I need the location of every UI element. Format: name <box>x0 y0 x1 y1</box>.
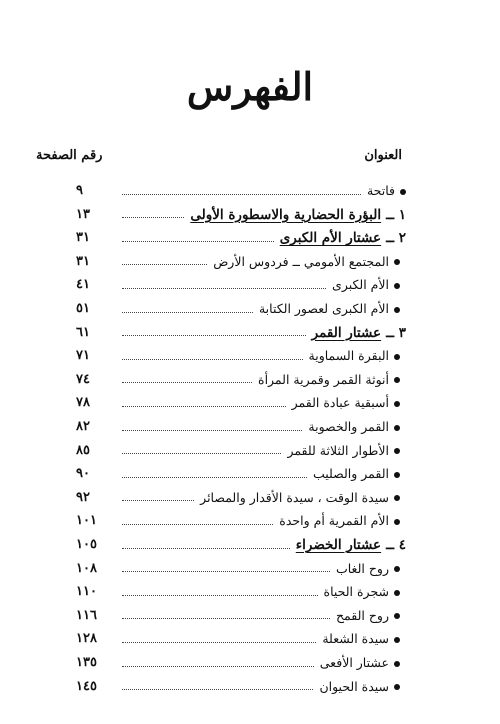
chapter-number: ٢ ــ <box>386 230 406 247</box>
dot-leader <box>122 477 307 478</box>
toc-chapter-row <box>76 534 406 556</box>
page-number: ١٣ <box>76 206 90 222</box>
bullet-icon <box>400 180 406 202</box>
dot-leader <box>122 430 302 431</box>
bullet-icon <box>394 487 400 509</box>
dot-leader <box>122 618 330 619</box>
dot-leader <box>122 571 330 572</box>
toc-entry-row <box>76 180 406 202</box>
toc-entry-row <box>76 652 400 674</box>
dot-leader <box>122 406 286 407</box>
dot-leader <box>122 524 273 525</box>
entry-title: عشتار الأفعى <box>319 655 389 670</box>
bullet-icon <box>394 628 400 650</box>
bullet-icon <box>394 605 400 627</box>
page-number: ٧٤ <box>76 371 90 387</box>
page-number: ٣١ <box>76 253 90 269</box>
entry-title: سيدة الحيوان <box>319 678 389 694</box>
toc-entry-row <box>76 440 400 462</box>
chapter-number: ٣ ــ <box>386 324 406 341</box>
toc-entry-row <box>76 487 400 509</box>
page-number: ١٢٨ <box>76 631 97 647</box>
dot-leader <box>122 642 316 643</box>
dot-leader <box>122 666 314 667</box>
toc-entry-row <box>76 345 400 367</box>
entry-title: سيدة الشعلة <box>322 631 389 647</box>
dot-leader <box>122 217 184 218</box>
toc-entry-row <box>76 676 400 698</box>
dot-leader <box>122 548 290 549</box>
chapter-number: ١ ــ <box>386 206 406 223</box>
entry-title: البؤرة الحضارية والاسطورة الأولى <box>190 206 382 223</box>
page-number: ٩٠ <box>76 466 90 482</box>
dot-leader <box>122 241 274 242</box>
entry-title: شجرة الحياة <box>323 584 389 600</box>
entry-title: الأم الكبرى لعصور الكتابة <box>258 301 389 316</box>
entry-title: أسبقية عبادة القمر <box>291 395 389 411</box>
page-number: ١١٠ <box>76 584 97 600</box>
page-number: ١٠٥ <box>76 537 97 552</box>
dot-leader <box>122 595 318 596</box>
page-number: ٧٨ <box>76 395 90 411</box>
page-title: الفهرس <box>186 64 314 109</box>
toc-entry-row <box>76 392 400 414</box>
entry-title: روح القمح <box>335 607 389 623</box>
entry-title: عشتار الأم الكبرى <box>279 230 382 247</box>
dot-leader <box>122 453 281 454</box>
page-number: ٩٢ <box>76 489 90 505</box>
entry-title: القمر والخصوبة <box>308 419 389 434</box>
page-number: ١٣٥ <box>76 655 97 670</box>
dot-leader <box>122 264 207 265</box>
entry-title: عشتار الخضراء <box>295 537 382 553</box>
bullet-icon <box>394 416 400 438</box>
entry-title: القمر والصليب <box>312 466 389 482</box>
entry-title: البقرة السماوية <box>308 348 389 364</box>
bullet-icon <box>394 652 400 674</box>
page-number: ٥١ <box>76 301 90 316</box>
toc-entry-row <box>76 274 400 296</box>
bullet-icon <box>394 345 400 367</box>
page-number: ٨٥ <box>76 442 90 458</box>
toc-entry-row <box>76 510 400 532</box>
page-number: ٦١ <box>76 324 90 340</box>
bullet-icon <box>394 510 400 532</box>
bullet-icon <box>394 369 400 391</box>
dot-leader <box>122 359 303 360</box>
entry-title: عشتار القمر <box>311 324 382 341</box>
entry-title: فاتحة <box>366 183 395 198</box>
toc-entry-row <box>76 558 400 580</box>
page-number: ٨٢ <box>76 419 90 434</box>
toc-chapter-row <box>76 204 406 226</box>
toc-entry-row <box>76 581 400 603</box>
bullet-icon <box>394 392 400 414</box>
bullet-icon <box>394 558 400 580</box>
dot-leader <box>122 194 361 195</box>
bullet-icon <box>394 463 400 485</box>
page-number: ١٠١ <box>76 513 97 529</box>
entry-title: روح الغاب <box>335 560 389 576</box>
page-number: ٤١ <box>76 277 90 293</box>
dot-leader <box>122 312 253 313</box>
toc-entry-row <box>76 416 400 438</box>
page-number: ٣١ <box>76 230 90 246</box>
chapter-number: ٤ ــ <box>386 537 406 553</box>
toc-entry-row <box>76 369 400 391</box>
dot-leader <box>122 689 313 690</box>
page-number: ١٠٨ <box>76 560 97 576</box>
title-column-header: العنوان <box>364 148 402 163</box>
page-number: ٩ <box>76 183 83 198</box>
toc-entry-row <box>76 628 400 650</box>
dot-leader <box>122 288 326 289</box>
toc-entry-row <box>76 463 400 485</box>
bullet-icon <box>394 676 400 698</box>
page-number: ١١٦ <box>76 607 97 623</box>
bullet-icon <box>394 581 400 603</box>
dot-leader <box>122 335 306 336</box>
page-column-header: رقم الصفحة <box>36 148 103 163</box>
toc-chapter-row <box>76 322 406 344</box>
toc-chapter-row <box>76 227 406 249</box>
toc-entry-row <box>76 605 400 627</box>
bullet-icon <box>394 274 400 296</box>
page-number: ١٤٥ <box>76 678 97 694</box>
entry-title: أنوثة القمر وقمرية المرأة <box>258 371 389 387</box>
entry-title: المجتمع الأمومي ــ فردوس الأرض <box>213 253 389 269</box>
dot-leader <box>122 500 194 501</box>
bullet-icon <box>394 440 400 462</box>
page-number: ٧١ <box>76 348 90 364</box>
dot-leader <box>122 382 252 383</box>
entry-title: الأم القمرية أم واحدة <box>279 513 389 529</box>
toc-entry-row <box>76 251 400 273</box>
bullet-icon <box>394 298 400 320</box>
entry-title: الأم الكبرى <box>332 277 389 293</box>
entry-title: سيدة الوقت ، سيدة الأقدار والمصائر <box>200 489 389 505</box>
entry-title: الأطوار الثلاثة للقمر <box>287 442 389 458</box>
bullet-icon <box>394 251 400 273</box>
toc-entry-row <box>76 298 400 320</box>
